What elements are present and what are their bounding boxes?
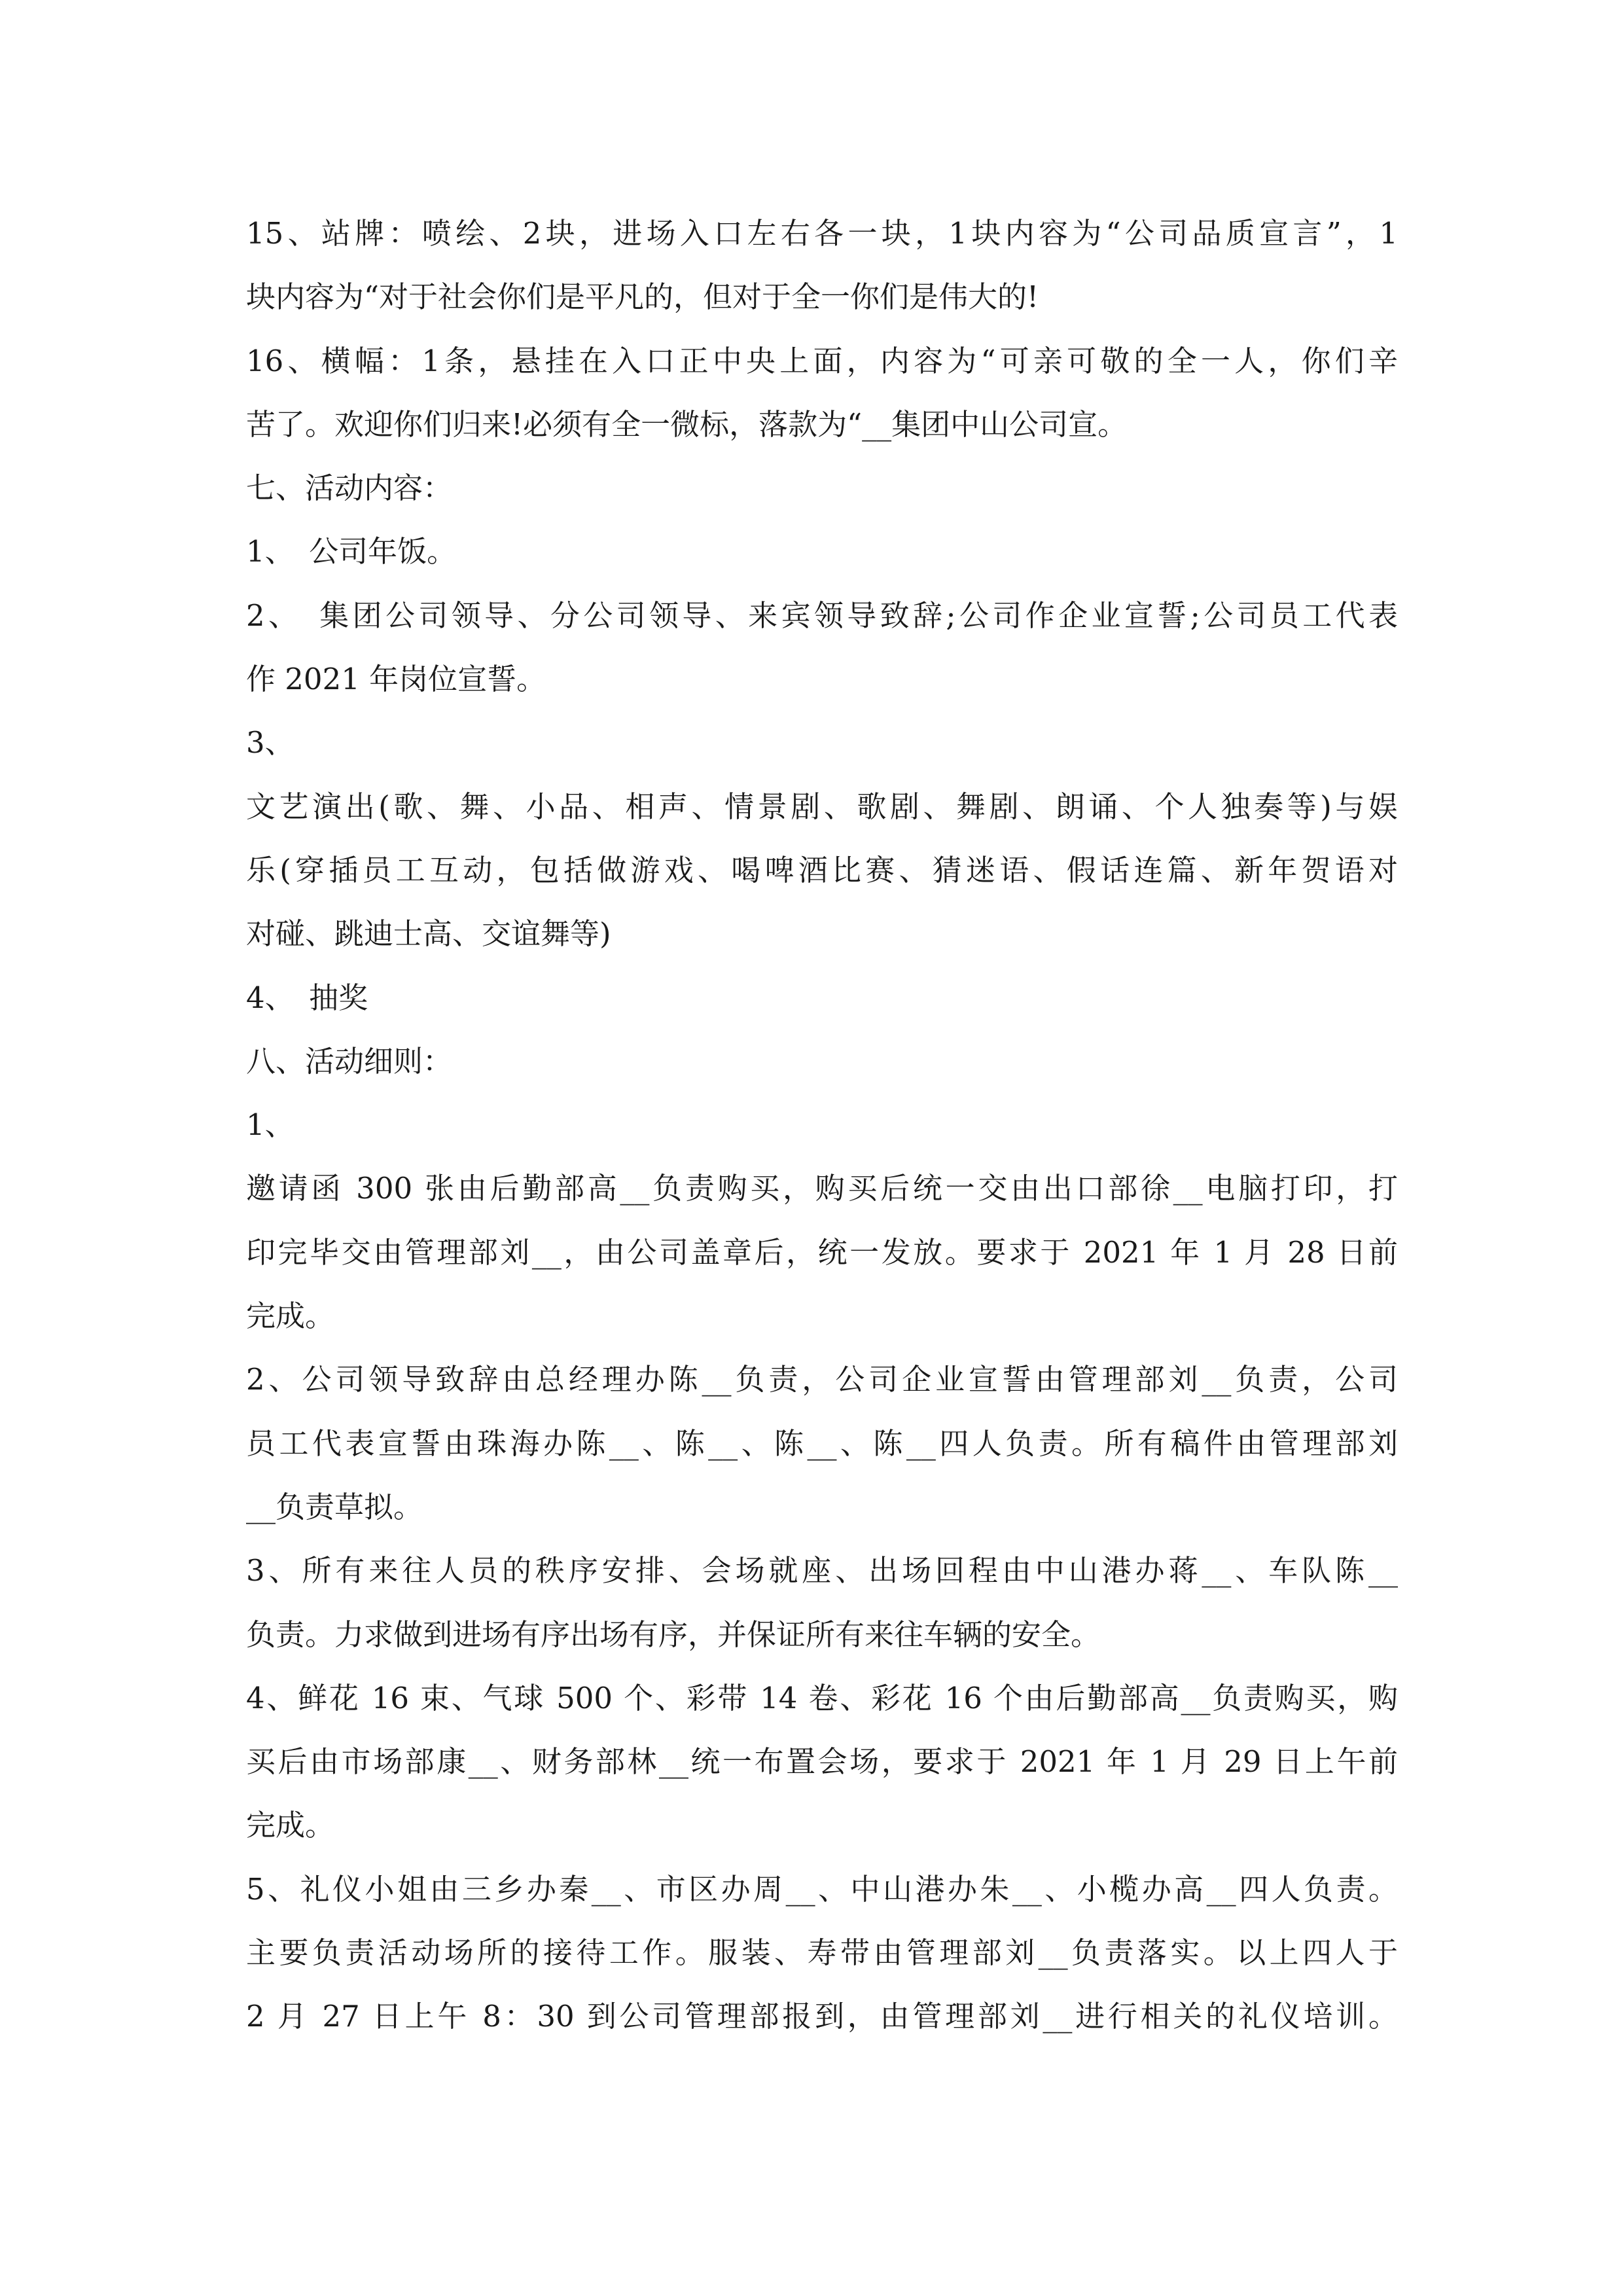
text-line: 对碰、跳迪士高、交谊舞等) [246, 916, 611, 952]
text-line: 员工代表宣誓由珠海办陈__、陈__、陈__、陈__四人负责。所有稿件由管理部刘 [246, 1426, 1398, 1461]
text-line: 文艺演出(歌、舞、小品、相声、情景剧、歌剧、舞剧、朗诵、个人独奏等)与娱 [246, 789, 1398, 824]
text-line: 乐(穿插员工互动，包括做游戏、喝啤酒比赛、猜迷语、假话连篇、新年贺语对 [246, 852, 1398, 888]
text-line: 15、站牌：喷绘、2块，进场入口左右各一块，1块内容为“公司品质宣言”，1 [246, 216, 1398, 251]
text-line: 16、横幅：1条，悬挂在入口正中央上面，内容为“可亲可敬的全一人，你们辛 [246, 343, 1398, 378]
list-item: 4、 抽奖 [246, 980, 368, 1015]
section-heading: 八、活动细则： [246, 1043, 453, 1079]
text-line: __负责草拟。 [246, 1489, 423, 1524]
list-item: 2、公司领导致辞由总经理办陈__负责，公司企业宣誓由管理部刘__负责，公司 [246, 1362, 1398, 1397]
text-line: 块内容为“对于社会你们是平凡的，但对于全一你们是伟大的! [246, 279, 1039, 315]
text-line: 完成。 [246, 1808, 335, 1843]
text-line: 作 2021 年岗位宣誓。 [246, 662, 546, 697]
text-line: 负责。力求做到进场有序出场有序，并保证所有来往车辆的安全。 [246, 1617, 1101, 1652]
text-line: 邀请函 300 张由后勤部高__负责购买，购买后统一交由出口部徐__电脑打印，打 [246, 1171, 1398, 1206]
list-item: 4、鲜花 16 束、气球 500 个、彩带 14 卷、彩花 16 个由后勤部高__负责购买，购 [246, 1680, 1398, 1715]
list-item: 1、 公司年饭。 [246, 534, 457, 569]
text-line: 印完毕交由管理部刘__，由公司盖章后，统一发放。要求于 2021 年 1 月 28 日前 [246, 1234, 1398, 1270]
text-line: 2 月 27 日上午 8：30 到公司管理部报到，由管理部刘__进行相关的礼仪培训。 [246, 1999, 1398, 2034]
text-line: 完成。 [246, 1299, 335, 1334]
text-line: 买后由市场部康__、财务部林__统一布置会场，要求于 2021 年 1 月 29 日上午前 [246, 1744, 1398, 1780]
section-heading: 七、活动内容： [246, 471, 453, 506]
list-item: 3、所有来往人员的秩序安排、会场就座、出场回程由中山港办蒋__、车队陈__ [246, 1553, 1398, 1588]
text-line: 苦了。欢迎你们归来!必须有全一微标，落款为“__集团中山公司宣。 [246, 406, 1128, 442]
list-item: 2、 集团公司领导、分公司领导、来宾领导致辞;公司作企业宣誓;公司员工代表 [246, 598, 1398, 633]
list-item: 5、礼仪小姐由三乡办秦__、市区办周__、中山港办朱__、小榄办高__四人负责。 [246, 1871, 1398, 1907]
list-item: 3、 [246, 725, 294, 761]
text-line: 主要负责活动场所的接待工作。服装、寿带由管理部刘__负责落实。以上四人于 [246, 1935, 1398, 1971]
list-item: 1、 [246, 1107, 294, 1143]
document-body [246, 202, 1398, 2049]
